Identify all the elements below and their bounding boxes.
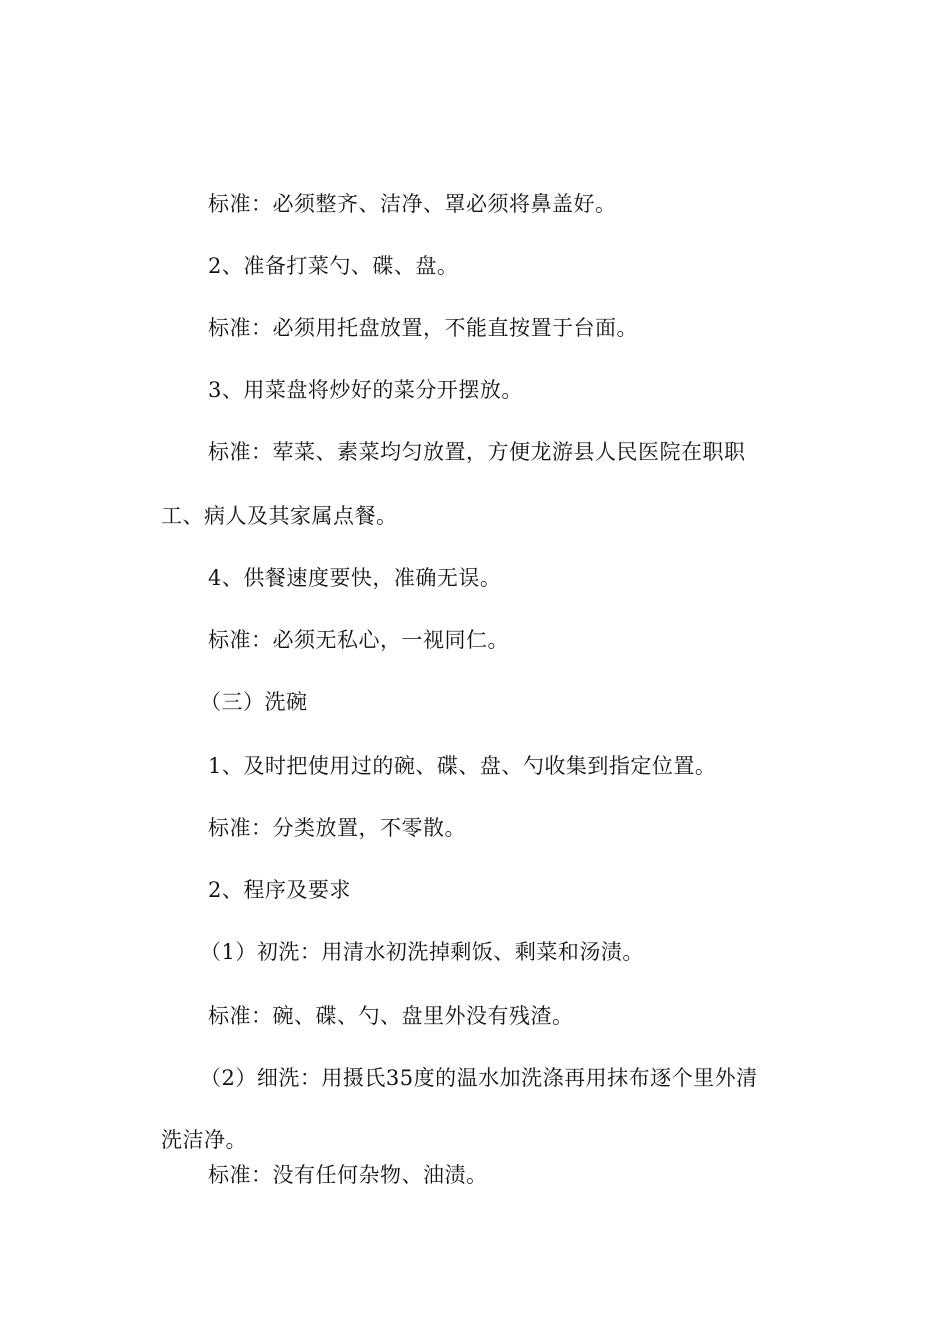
text-line: 4、供餐速度要快，准确无误。 xyxy=(208,566,502,590)
text-line: 标准：必须无私心，一视同仁。 xyxy=(208,628,509,652)
text-line: 洗洁净。 xyxy=(161,1128,247,1152)
text-line: 标准：碗、碟、勺、盘里外没有残渣。 xyxy=(208,1004,574,1028)
text-line: 标准：必须用托盘放置，不能直按置于台面。 xyxy=(208,316,638,340)
text-line: 标准：分类放置，不零散。 xyxy=(208,816,466,840)
text-line: 1、及时把使用过的碗、碟、盘、勺收集到指定位置。 xyxy=(208,754,717,778)
text-line: 标准：必须整齐、洁净、罩必须将鼻盖好。 xyxy=(208,192,617,216)
text-line: 标准：荤菜、素菜均匀放置，方便龙游县人民医院在职职 xyxy=(208,440,746,464)
text-line: 标准：没有任何杂物、油渍。 xyxy=(208,1163,488,1187)
text-line: 2、程序及要求 xyxy=(208,878,351,902)
section-heading: （三）洗碗 xyxy=(200,690,308,714)
text-line: 2、准备打菜勺、碟、盘。 xyxy=(208,254,459,278)
text-line: （2）细洗：用摄氏35度的温水加洗涤再用抹布逐个里外清 xyxy=(200,1066,758,1090)
text-line: 工、病人及其家属点餐。 xyxy=(161,504,398,528)
text-line: （1）初洗：用清水初洗掉剩饭、剩菜和汤渍。 xyxy=(200,940,644,964)
text-line: 3、用菜盘将炒好的菜分开摆放。 xyxy=(208,378,523,402)
